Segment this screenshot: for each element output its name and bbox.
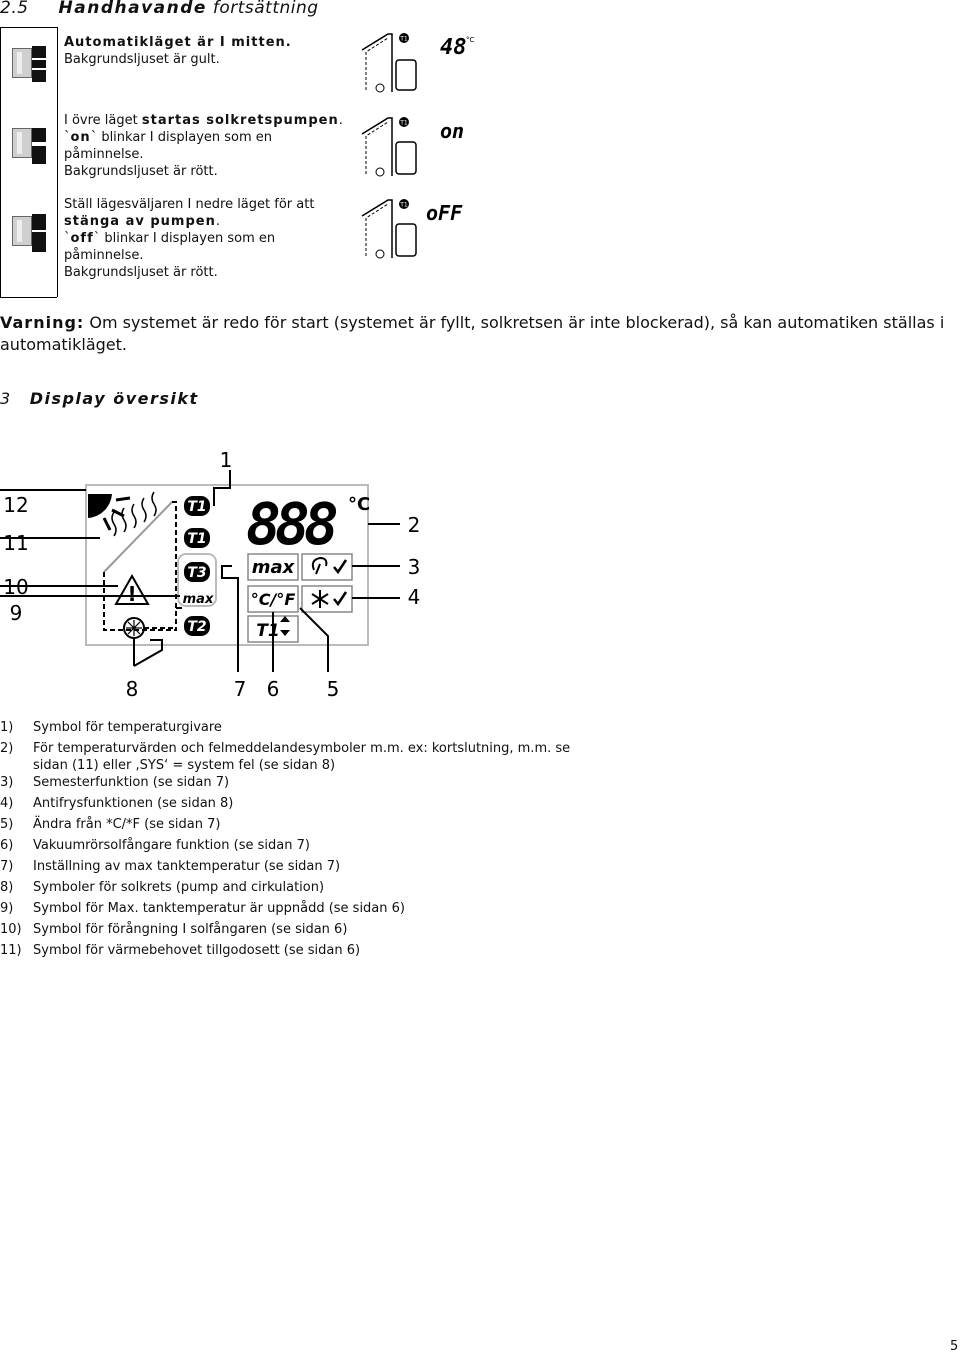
svg-text:T1: T1 [187, 499, 207, 515]
callout-11: 11 [3, 531, 29, 555]
list-item: 6) Vakuumrörsolfångare funktion (se sidan 7) [0, 838, 310, 853]
mode-auto-line2: Bakgrundsljuset är gult. [64, 52, 220, 67]
mode-off-line2: stänga av pumpen. [64, 214, 220, 229]
page-number: 5 [950, 1339, 959, 1354]
svg-text:T1: T1 [400, 119, 408, 127]
mode-auto-line1: Automatikläget är I mitten. [64, 35, 292, 50]
list-item: 9) Symbol för Max. tanktemperatur är uppnådd (se sidan 6) [0, 901, 405, 916]
t1-adjust-label: T1 [256, 621, 280, 641]
mode-off-line1: Ställ lägesväljaren I nedre läget för att [64, 197, 315, 212]
list-item: 2) För temperaturvärden och felmeddelandesymboler m.m. ex: kortslutning, m.m. se sidan (11) eller ,SYS‘ = system fel (se sidan 8) [0, 741, 571, 773]
mini-display-unit: °C [466, 36, 475, 44]
svg-text:T2: T2 [187, 619, 207, 635]
warning-text [0, 312, 950, 356]
mini-display-value: 48 [440, 35, 467, 60]
callout-4: 4 [407, 585, 421, 609]
sensor-t2 [184, 616, 210, 636]
section-title-rest: fortsättning [206, 0, 319, 18]
callout-6: 6 [266, 677, 280, 701]
sun-icon [88, 494, 112, 518]
table-divider [57, 27, 58, 297]
unit-toggle-label: °C/°F [250, 590, 296, 609]
up-down-arrows-icon [280, 616, 290, 636]
section-title-bold: Handhavande [58, 0, 207, 18]
warning-label: Varning: [0, 313, 85, 332]
mode-off-line5: Bakgrundsljuset är rött. [64, 265, 218, 280]
list-item: 10) Symbol för förångning I solfångaren (se sidan 6) [0, 922, 348, 937]
mode-on-line1: I övre läget startas solkretspumpen. [64, 113, 343, 128]
list-item: 1) Symbol för temperaturgivare [0, 720, 222, 735]
callout-1: 1 [219, 448, 233, 472]
mini-display-on [360, 116, 478, 178]
sensor-t3 [184, 562, 210, 582]
sensor-t1-collector [184, 496, 210, 516]
mode-on-line2: `on` blinkar I displayen som en [64, 130, 273, 145]
callout-5: 5 [326, 677, 340, 701]
callout-3: 3 [407, 555, 421, 579]
sensor-t1-second [184, 528, 210, 548]
mini-display-auto [360, 32, 478, 94]
snowflake-icon [312, 590, 328, 608]
section3-title: Display översikt [29, 389, 199, 408]
list-item: 7) Inställning av max tanktemperatur (se sidan 7) [0, 859, 341, 874]
section3-heading [0, 389, 199, 408]
antifreeze-box [302, 586, 352, 612]
legend-list [0, 719, 620, 963]
digits-unit: °C [348, 494, 371, 515]
mode-auto-text [64, 34, 344, 68]
switch-middle-icon [12, 40, 46, 86]
seven-segment-digits: 888 [246, 490, 333, 558]
mini-display-on-value: on [440, 119, 465, 143]
antifreeze-check-icon [334, 592, 346, 604]
warning-body: Om systemet är redo för start (systemet är fyllt, solkretsen är inte blockerad), så kan automatiken ställas i automatikläget. [0, 313, 945, 354]
max-reached-label: max [182, 592, 214, 607]
exclamation-icon: ! [127, 582, 137, 606]
mode-on-line4: Bakgrundsljuset är rött. [64, 164, 218, 179]
callout-10: 10 [3, 575, 29, 599]
mini-sensor-label: T1 [400, 35, 408, 43]
list-item: 8) Symboler för solkrets (pump and cirkulation) [0, 880, 325, 895]
svg-text:T1: T1 [400, 201, 408, 209]
list-item: 3) Semesterfunktion (se sidan 7) [0, 775, 230, 790]
list-item: 4) Antifrysfunktionen (se sidan 8) [0, 796, 234, 811]
holiday-check-icon [334, 560, 346, 572]
mode-off-line4: påminnelse. [64, 248, 144, 263]
switch-down-icon [12, 208, 46, 254]
table-top-border [1, 27, 58, 28]
section3-number: 3 [0, 389, 12, 408]
switch-up-icon [12, 120, 46, 166]
list-item: 11) Symbol för värmebehovet tillgodosett (se sidan 6) [0, 943, 361, 958]
callout-9: 9 [9, 601, 23, 625]
mini-display-off [360, 198, 478, 260]
mode-off-line3: `off` blinkar I displayen som en [64, 231, 276, 246]
svg-text:T1: T1 [187, 531, 207, 547]
mini-display-off-value: oFF [426, 201, 463, 225]
section-heading [0, 0, 319, 18]
mode-on-line3: påminnelse. [64, 147, 144, 162]
display-overview-diagram [0, 440, 440, 710]
list-item: 5) Ändra från *C/*F (se sidan 7) [0, 817, 221, 832]
callout-8: 8 [125, 677, 139, 701]
max-box-label: max [251, 557, 295, 578]
section-number: 2.5 [0, 0, 29, 18]
mode-on-text [64, 112, 344, 180]
mode-off-text [64, 196, 344, 281]
callout-12: 12 [3, 493, 29, 517]
svg-text:T3: T3 [187, 565, 207, 581]
callout-2: 2 [407, 513, 421, 537]
callout-7: 7 [233, 677, 247, 701]
